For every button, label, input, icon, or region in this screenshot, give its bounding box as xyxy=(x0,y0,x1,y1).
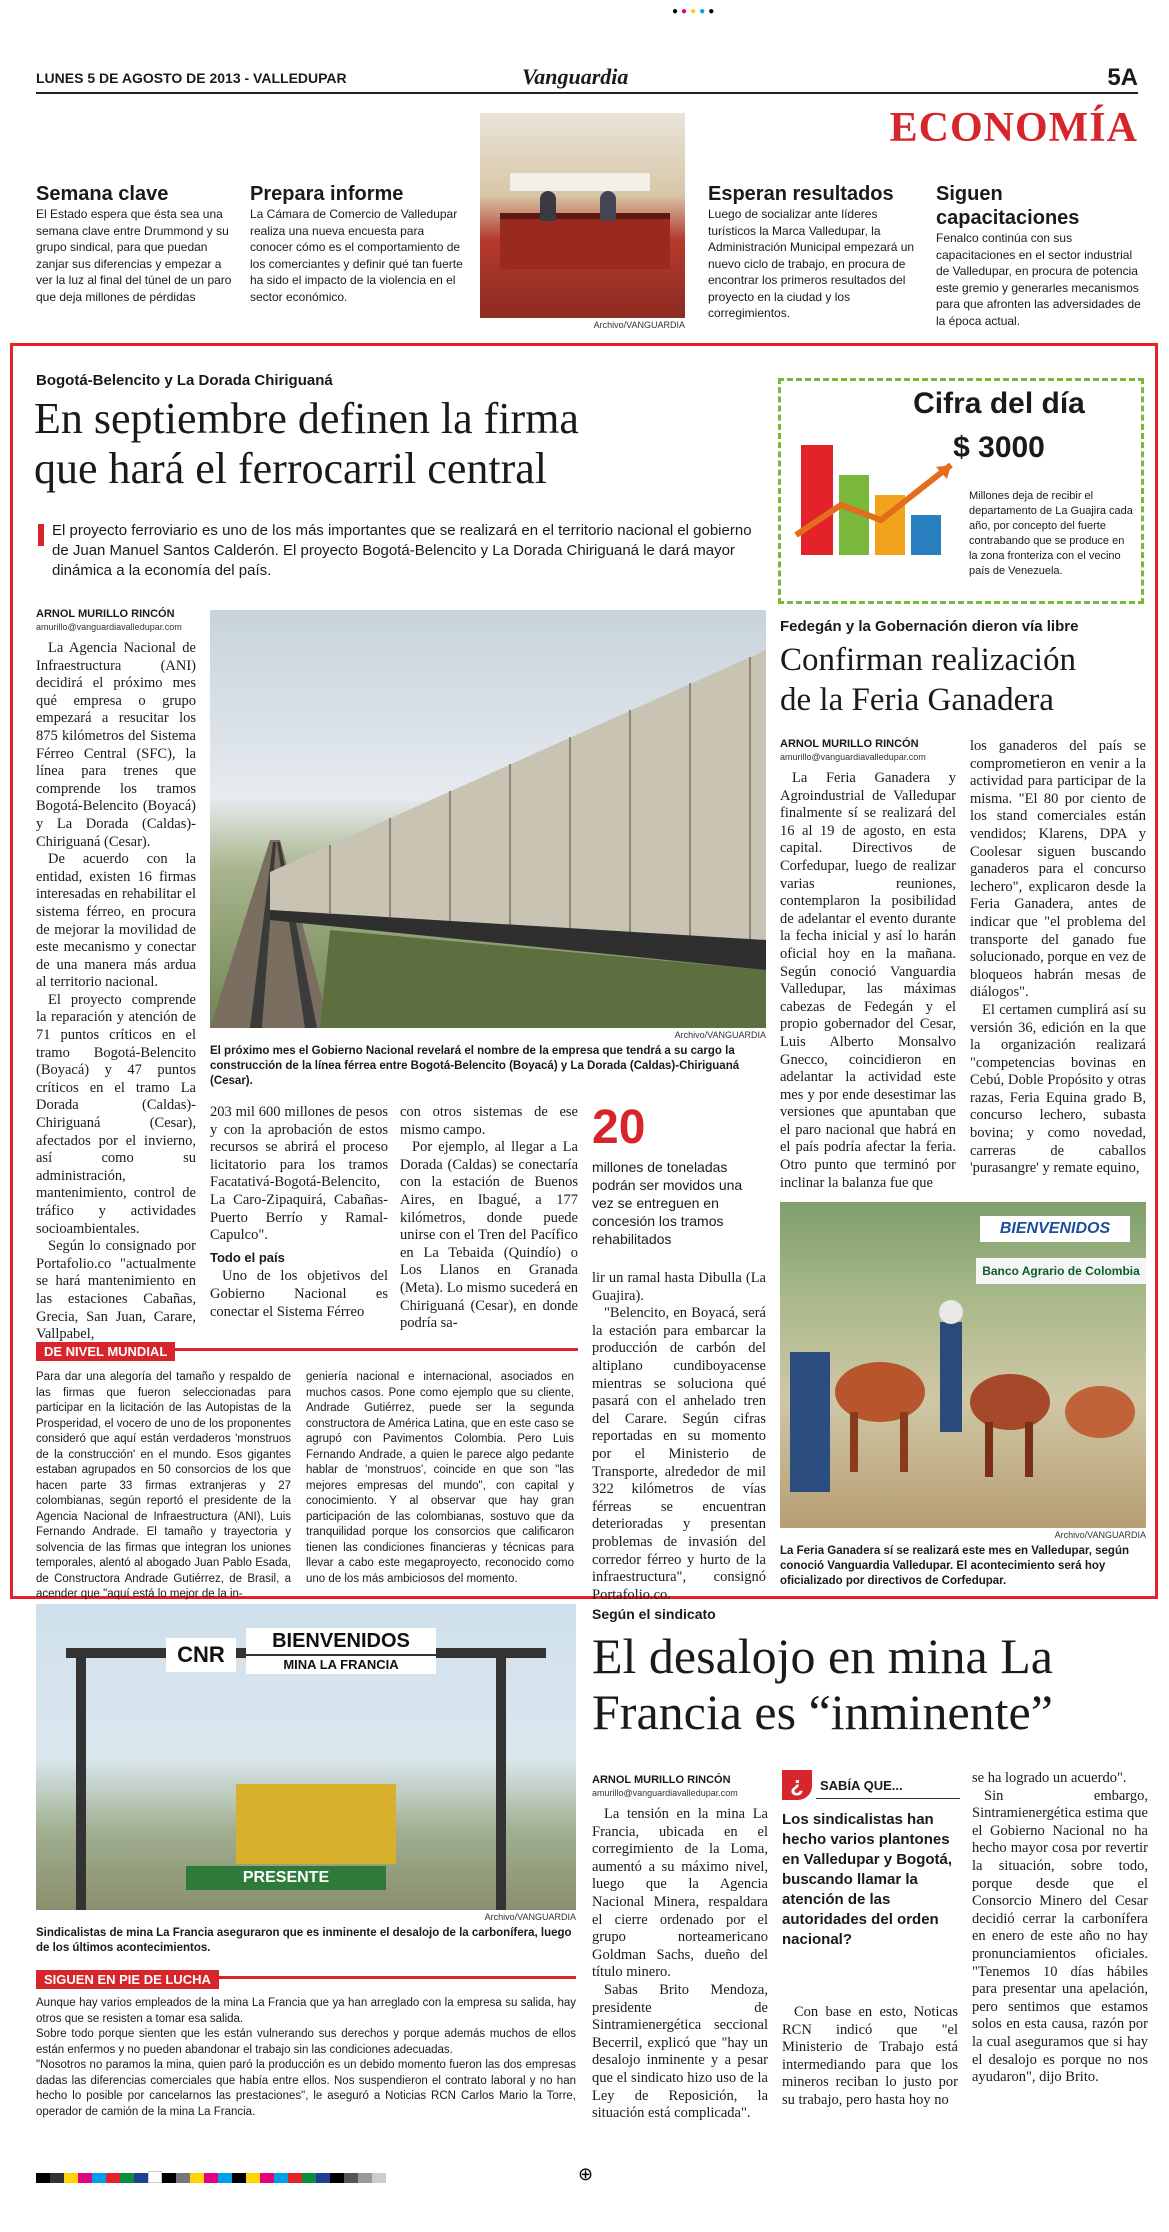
brief-text: Fenalco continúa con sus capacitaciones en el sector industrial de Valledupar, en procura de potencia este gremio y generarles mecanismos para que afronten las adversidades de la época actual. xyxy=(936,231,1141,328)
sabia-text: Los sindicalistas han hecho varios plantones en Valledupar y Bogotá, buscando llamar la atención de las autoridades del orden nacional? xyxy=(782,1811,953,1948)
paragraph: La Feria Ganadera y Agroindustrial de Valledupar finalmente sí se realizará del 16 al 19 de agosto, en esta capital. Directivos de Corfedupar, luego de realizar varias reuniones, contemplaron la posibilidad de adelantar el evento durante la fecha inicial y así lo harán oficial hoy en la mañana. Según conoció Vanguardia Valledupar, las máximas cabezas de Fedegán y el propio gobernador del Cesar, Luis Alberto Monsalvo Gnecco, coincidieron en adelantar la actividad este mes y por ende desestimar las versiones que apuntaban que el paro nacional que habrá en el país podría afectar la feria. Otro punto que terminó por inclinar la balanza fue que xyxy=(780,770,956,1191)
cattle-illustration xyxy=(780,1202,1146,1528)
rail-kicker: Bogotá-Belencito y La Dorada Chiriguaná xyxy=(36,372,333,389)
rail-col1 xyxy=(36,640,196,1344)
paragraph: Con base en esto, Noticas RCN indicó que "el Ministerio de Trabajo está intermediando para que los mineros reciban lo justo por su trabajo, pero hasta hoy no xyxy=(782,2004,958,2108)
brief-title: Esperan resultados xyxy=(708,183,894,205)
mine-photo-caption: Sindicalistas de mina La Francia aseguraron que es inminente el desalojo de la carbonífera, luego de los últimos acontecimientos. xyxy=(36,1927,572,1954)
page-number: 5A xyxy=(1107,64,1138,91)
mina-byline: ARNOL MURILLO RINCÓN xyxy=(592,1774,731,1786)
paragraph: Sobre todo porque sienten que les están vulnerando sus derechos y porque además muchos de ellos están enfermos y no pueden abandonar el trabajo sin las condiciones adecuadas. xyxy=(36,2028,576,2056)
brief-text: El Estado espera que ésta sea una semana clave entre Drummond y su grupo sindical, para que puedan zanjar sus diferencias y empezar a ver la luz al final del túnel de un paro que deja millones de pérdidas xyxy=(36,207,232,304)
brief-title: Semana clave xyxy=(36,183,169,205)
mina-col3 xyxy=(972,1770,1148,2087)
headline-line: Francia es “inminente” xyxy=(592,1684,1053,1740)
cifra-title: Cifra del día xyxy=(913,387,1085,420)
rail-lead-marker xyxy=(38,524,44,546)
feria-email: amurillo@vanguardiavalledupar.com xyxy=(780,752,926,762)
sign-logo: CNR xyxy=(166,1638,236,1672)
brief-capacitaciones xyxy=(936,182,1146,329)
feria-col2 xyxy=(970,738,1146,1178)
protest-banner: PRESENTE xyxy=(186,1866,386,1890)
date-line: LUNES 5 DE AGOSTO DE 2013 - VALLEDUPAR xyxy=(36,70,347,86)
paragraph: El certamen cumplirá así su versión 36, edición en la que la organización realizará "competencias bovinas en Cebú, Doble Propósito y otras razas, Feria Equina grado B, concurso lechero, subasta bovina; y como novedad, carreras de caballos 'purasangre' y remate equino, xyxy=(970,1001,1146,1177)
rail-col3 xyxy=(400,1104,578,1333)
registration-dots: ●●●●● xyxy=(672,6,718,17)
mina-kicker: Según el sindicato xyxy=(592,1606,716,1622)
sidebar-col2: geniería nacional e internacional, asociados en muchos casos. Pone como ejemplo que su cliente, Andrade Gutiérrez, puede ser la segunda constructora de América Latina, que en este caso se agrupó con Pavimentos Colombia. Pero Luis Fernando Andrade, a quien le parece algo pedante hablar de 'monstruos', coincide en que son "las mejores empresas del mundo", con capital y conocimiento. Y al observar que hay gran participación de las colombianas, sostuvo que da tranquilidad porque los consorcios que calificaron tienen las condiciones financieras y técnicas para llevar a cabo este megaproyecto, reconocido como uno de los más ambiciosos del momento. xyxy=(306,1371,574,1585)
sidebar-title: DE NIVEL MUNDIAL xyxy=(36,1342,175,1361)
feria-headline xyxy=(780,640,1150,720)
cattle-photo-caption: La Feria Ganadera sí se realizará este mes en Valledupar, según conoció Vanguardia Valledupar. El acontecimiento será hoy oficializado por directivos de Corfedupar. xyxy=(780,1545,1130,1587)
paragraph: La Agencia Nacional de Infraestructura (ANI) decidirá el próximo mes qué empresa o grupo empezará a resucitar los 875 kilómetros del Sistema Férreo Central (SFC), la línea para trenes que comprende los tramos Bogotá-Belencito (Boyacá) y La Dorada (Caldas)-Chiriguaná (Cesar). xyxy=(36,640,196,850)
paragraph: con otros sistemas de ese mismo campo. xyxy=(400,1104,578,1138)
paragraph: De acuerdo con la entidad, existen 16 firmas interesadas en rehabilitar el sistema férreo, en procura de mejorar la movilidad de este mecanismo y conectar de una manera más ardua al territorio nacional. xyxy=(36,851,196,991)
feria-byline: ARNOL MURILLO RINCÓN xyxy=(780,738,919,750)
rail-col4 xyxy=(592,1270,766,1604)
headline-line: En septiembre definen la firma xyxy=(34,394,579,443)
top-photo-credit: Archivo/VANGUARDIA xyxy=(593,320,685,330)
pie-text xyxy=(36,1996,576,2120)
header xyxy=(36,58,1138,98)
feria-kicker: Fedegán y la Gobernación dieron vía libre xyxy=(780,618,1079,635)
pie-title: SIGUEN EN PIE DE LUCHA xyxy=(36,1970,219,1989)
masthead: Vanguardia xyxy=(522,64,629,89)
header-rule xyxy=(36,92,1138,94)
cattle-photo-credit: Archivo/VANGUARDIA xyxy=(1054,1530,1146,1540)
brief-informe xyxy=(250,182,465,305)
rail-lead: El proyecto ferroviario es uno de los más importantes que se realizará en el territorio nacional el gobierno de Juan Manuel Santos Calderón. El proyecto Bogotá-Belencito y La Dorada Chiriguaná le dará mayor dinámica a la economía del país. xyxy=(52,522,752,579)
train-photo-credit: Archivo/VANGUARDIA xyxy=(674,1030,766,1040)
brief-resultados xyxy=(708,182,918,322)
section-title: ECONOMÍA xyxy=(889,105,1138,151)
train-illustration xyxy=(210,610,766,1028)
feria-banner-1: BIENVENIDOS xyxy=(980,1216,1130,1242)
brief-text: La Cámara de Comercio de Valledupar realiza una nueva encuesta para conocer cómo es el comportamiento de los comerciantes y definir qué tan fuerte ha sido el impacto de la violencia en el sector económico. xyxy=(250,207,463,304)
mina-headline xyxy=(592,1628,1152,1740)
mina-email: amurillo@vanguardiavalledupar.com xyxy=(592,1788,738,1798)
headline-line: Confirman realización xyxy=(780,642,1076,678)
rail-email: amurillo@vanguardiavalledupar.com xyxy=(36,622,182,632)
paragraph: 203 mil 600 millones de pesos y con la aprobación de estos recursos se abrirá el proceso licitatorio para los tramos Facatativá-Bogotá-Belencito, La Caro-Zipaquirá, Cabañas-Puerto Berrío y Ramal-Capulco". xyxy=(210,1104,388,1244)
rail-byline: ARNOL MURILLO RINCÓN xyxy=(36,608,175,620)
mina-col1 xyxy=(592,1806,768,2123)
train-photo-caption: El próximo mes el Gobierno Nacional revelará el nombre de la empresa que tendrá a su cargo la construcción de la línea férrea entre Bogotá-Belencito (Boyacá) y La Dorada (Caldas)-Chiriguaná (Cesar). xyxy=(210,1045,740,1087)
question-icon: ¿ xyxy=(782,1770,812,1800)
paragraph: Según lo consignado por Portafolio.co "actualmente se hará mantenimiento en las estaciones Cabañas, Grecia, San Juan, Carare, Vallpabel, xyxy=(36,1238,196,1343)
stat-text: millones de toneladas podrán ser movidos una vez se entreguen en concesión los tramos rehabilitados xyxy=(592,1159,743,1247)
subhead-todo-el-pais: Todo el país xyxy=(210,1249,285,1265)
mine-photo-credit: Archivo/VANGUARDIA xyxy=(484,1912,576,1922)
paragraph: Aunque hay varios empleados de la mina La Francia que ya han arreglado con la empresa su salida, hay otros que se resisten a tomar esa salida. xyxy=(36,1997,576,2025)
gate-post-right xyxy=(496,1648,506,1910)
stat-number: 20 xyxy=(592,1101,646,1154)
feria-banner-2: Banco Agrario de Colombia xyxy=(976,1258,1146,1284)
rail-col2 xyxy=(210,1104,388,1321)
paragraph: "Nosotros no paramos la mina, quien paró la producción es un debido momento fueron las dos empresas dadas las diferencias comerciales que había entre ellos. Nos suspendieron el contrato laboral y no han hecho lo posible por cancelarnos las prestaciones", le aseguró a Noticias RCN Carlos Mario la Torre, operador de camión de la mina La Francia. xyxy=(36,2059,576,2118)
brief-text: Luego de socializar ante líderes turísticos la Marca Valledupar, la Administración Municipal empezará un nuevo ciclo de trabajo, en procura de encontrar los primeros resultados del proyecto en la ciudad y los corregimientos. xyxy=(708,207,915,320)
paragraph: Por ejemplo, al llegar a La Dorada (Caldas) se conectaría con la estación de Buenos Aires, en Ibagué, a 177 kilómetros, donde puede unirse con el Tren del Pacífico en La Tebaida (Quindío) o Los Llanos en Granada (Meta). Lo mismo sucederá en Chiriguaná (Cesar), en donde podría sa- xyxy=(400,1139,578,1332)
paragraph: Uno de los objetivos del Gobierno Nacional es conectar el Sistema Férreo xyxy=(210,1268,388,1320)
mina-col2 xyxy=(782,2004,958,2110)
sign-text-1: BIENVENIDOS xyxy=(246,1628,436,1654)
mine-photo xyxy=(36,1604,576,1910)
paragraph: La tensión en la mina La Francia, ubicada en el corregimiento de la Loma, aumentó a su máximo nivel, luego que la Agencia Nacional Minera, respaldara el cierre ordenado por el grupo norteamericano Goldman Sachs, dueño del título minero. xyxy=(592,1806,768,1981)
train-photo xyxy=(210,610,766,1028)
paragraph: lir un ramal hasta Dibulla (La Guajira). xyxy=(592,1270,766,1304)
crosshair-icon: ⊕ xyxy=(578,2164,594,2184)
feria-col1 xyxy=(780,770,956,1192)
headline-line: de la Feria Ganadera xyxy=(780,682,1054,718)
cifra-value: $ 3000 xyxy=(953,431,1045,464)
cifra-text: Millones deja de recibir el departamento de La Guajira cada año, por concepto del fuerte contrabando que se produce en la zona fronteriza con el vecino país de Venezuela. xyxy=(969,490,1133,577)
rail-headline xyxy=(34,394,774,494)
sabia-title: SABÍA QUE... xyxy=(820,1778,903,1793)
paragraph: Sabas Brito Mendoza, presidente de Sintramienergética seccional Becerril, explicó que "hay un desalojo inminente y a pesar que el sindicato hizo uso de la Ley de Reposición, la situación está complicada". xyxy=(592,1981,768,2122)
cifra-box xyxy=(778,378,1144,604)
sidebar-col1: Para dar una alegoría del tamaño y respaldo de las firmas que fueron seleccionadas para participar en la licitación de las Autopistas de la Prosperidad, el vocero de uno de los proponentes consideró que aquí están verdaderos 'monstruos de la construcción' en el mundo. Esos gigantes estaban agrupados en 50 consorcios de los que hacen parte 33 firmas extranjeras y 27 colombianas, según reportó el presidente de la Agencia Nacional de Infraestructura (ANI), Luis Fernando Andrade. El tamaño y trayectoria y solvencia de las firmas que integran los uniones temporales, alentó al abogado Juan Pablo Esada, de Constructora Andrade Gutiérrez, de Brasil, a acender que "aquí está lo mejor de la in- xyxy=(36,1371,291,1600)
brief-semana xyxy=(36,182,232,305)
sabia-box xyxy=(782,1770,960,1996)
bar-chart-icon xyxy=(791,425,961,575)
sign-text-2: MINA LA FRANCIA xyxy=(246,1656,436,1674)
sabia-rule xyxy=(816,1798,960,1799)
cattle-photo xyxy=(780,1202,1146,1528)
headline-line: El desalojo en mina La xyxy=(592,1628,1053,1684)
paragraph: Sin embargo, Sintramienergética estima que el Gobierno Nacional no ha hecho mayor cosa por revertir la situación, sobre todo, porque desde que el Consorcio Minero del Cesar decidió cerrar la carbonífera en enero de este año no hay pronunciamientos oficiales. "Tenemos 10 días hábiles para presentar una apelación, pero sentimos que estamos solos en esta causa, razón por la cual aseguramos que si hay el desalojo es porque no nos ayudaron", dijo Brito. xyxy=(972,1787,1148,2086)
brief-title: Prepara informe xyxy=(250,183,404,205)
truck xyxy=(236,1784,396,1864)
meeting-photo xyxy=(480,113,685,318)
paragraph: "Belencito, en Boyacá, será la estación para embarcar la producción de carbón del altiplano cundiboyacense mientras se soluciona qué pasará con el anhelado tren del Carare. Según cifras reportadas en su momento por el Ministerio de Transporte, alrededor de mil 322 kilómetros de vías férreas se encuentran deterioradas y presentan problemas de invasión del corredor férreo y hurto de la infraestructura", consignó Portafolio.co. xyxy=(592,1305,766,1603)
gate-post-left xyxy=(76,1648,86,1910)
paragraph: se ha logrado un acuerdo". xyxy=(972,1770,1127,1786)
paragraph: El proyecto comprende la reparación y atención de 71 puntos críticos en el tramo Bogotá-Belencito (Boyacá) y 47 puntos críticos en el tramo La Dorada (Caldas)-Chiriguaná (Cesar), afectados por el invierno, así como su administración, mantenimiento, control de tráfico y actividades socioambientales. xyxy=(36,991,196,1237)
paragraph: los ganaderos del país se comprometieron en venir a la actividad para participar de la misma. "El 80 por ciento de los stand comerciales están vendidos; Klarens, DPA y Coolesar siguen buscando ganaderos para el concurso lechero", explicaron desde la Feria Ganadera, antes de indicar que "el problema del transporte del ganado fue solucionado, porque en vez de bloqueos habrán mesas de diálogos". xyxy=(970,738,1146,1001)
brief-title: Siguen capacitaciones xyxy=(936,183,1080,229)
headline-line: que hará el ferrocarril central xyxy=(34,444,547,493)
